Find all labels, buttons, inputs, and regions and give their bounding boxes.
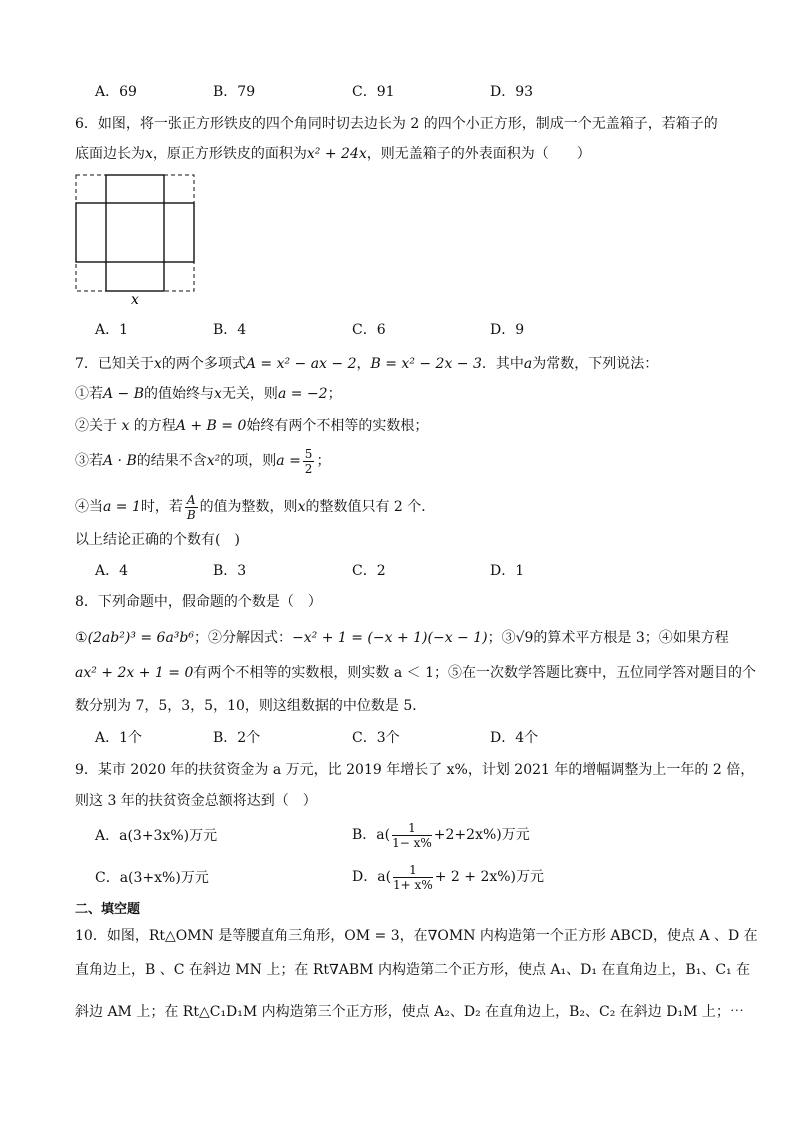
net-middle-strip — [76, 203, 194, 262]
q10-line-1: 10．如图，Rt△OMN 是等腰直角三角形，OM = 3，在∇OMN 内构造第一个正方形 ABCD，使点 A 、D 在 — [75, 928, 758, 944]
cut-corner-br — [164, 262, 194, 291]
q9-option-b: B．a( $\frac{1}{1- x\%}$ +2+2x%)万元 — [352, 820, 530, 850]
q5-option-a: A．69 — [95, 84, 137, 100]
q6-line-2: 底面边长为x，原正方形铁皮的面积为x² + 24x，则无盖箱子的外表面积为（ ） — [75, 146, 591, 162]
q8-option-b: B．2个 — [213, 730, 261, 746]
cut-corner-tl — [76, 175, 106, 203]
q7-option-c: C．2 — [352, 563, 386, 579]
q8-option-a: A．1个 — [95, 730, 143, 746]
q7-option-b: B．3 — [213, 563, 247, 579]
q7-statement-3: ③若A · B的结果不含x²的项，则a = $\frac{5}{2}$ ； — [75, 446, 331, 476]
q6-line-1: 6．如图，将一张正方形铁皮的四个角同时切去边长为 2 的四个小正方形，制成一个无盖箱子，若箱子的 — [75, 116, 718, 132]
q7-statement-4: ④当a = 1时，若 $\frac{A}{B}$ 的值为整数，则x的整数值只有 2 个． — [75, 492, 436, 522]
q5-option-c: C．91 — [352, 84, 395, 100]
cut-corner-tr — [164, 175, 194, 203]
q9-line-1: 9．某市 2020 年的扶贫资金为 a 万元，比 2019 年增长了 x%，计划 2021 年的增幅调整为上一年的 2 倍， — [75, 762, 755, 778]
q7-line-6: 以上结论正确的个数有( ) — [75, 532, 240, 548]
q10-line-2: 直角边上，B 、C 在斜边 MN 上；在 Rt∇ABM 内构造第二个正方形，使点 A₁、D₁ 在直角边上，B₁、C₁ 在 — [75, 962, 751, 978]
q9-line-2: 则这 3 年的扶贫资金总额将达到（ ） — [75, 793, 317, 809]
q8-line-1: 8．下列命题中，假命题的个数是（ ） — [75, 594, 322, 610]
q8-line-2: ①(2ab²)³ = 6a³b⁶；②分解因式：−x² + 1 = (−x + 1)(−x − 1)；③√9的算术平方根是 3；④如果方程 — [75, 630, 729, 646]
q6-option-b: B．4 — [213, 322, 247, 338]
q7-line-1: 7．已知关于x的两个多项式A = x² − ax − 2，B = x² − 2x − 3．其中a为常数，下列说法： — [75, 356, 659, 372]
q8-line-4: 数分别为 7，5，3，5，10，则这组数据的中位数是 5． — [75, 698, 427, 714]
section-heading-fill-blank: 二、填空题 — [75, 902, 141, 917]
q5-option-d: D．93 — [490, 84, 534, 100]
q10-line-3: 斜边 AM 上；在 Rt△C₁D₁M 内构造第三个正方形，使点 A₂、D₂ 在直角边上，B₂、C₂ 在斜边 D₁M 上；⋯ — [75, 1004, 744, 1020]
q7-option-d: D．1 — [490, 563, 525, 579]
q7-statement-2: ②关于 x 的方程A + B = 0始终有两个不相等的实数根； — [75, 418, 429, 434]
q8-option-d: D．4个 — [490, 730, 539, 746]
q8-line-3: ax² + 2x + 1 = 0有两个不相等的实数根，则实数 a ＜ 1；⑤在一次数学答题比赛中，五位同学答对题目的个 — [75, 665, 756, 681]
net-center-strip — [106, 175, 164, 291]
q9-option-a: A．a(3+3x%)万元 — [95, 828, 218, 844]
q6-option-d: D．9 — [490, 322, 525, 338]
box-net-figure — [75, 174, 195, 306]
q6-option-a: A．1 — [95, 322, 129, 338]
q7-statement-1: ①若A − B的值始终与x无关，则a = −2； — [75, 386, 342, 402]
q7-option-a: A．4 — [95, 563, 129, 579]
q6-option-c: C．6 — [352, 322, 386, 338]
figure-label-x: x — [131, 292, 139, 306]
q9-option-c: C．a(3+x%)万元 — [95, 870, 209, 886]
q5-option-b: B．79 — [213, 84, 256, 100]
cut-corner-bl — [76, 262, 106, 291]
q8-option-c: C．3个 — [352, 730, 400, 746]
q9-option-d: D．a( $\frac{1}{1+ x\%}$ + 2 + 2x%)万元 — [352, 862, 545, 892]
